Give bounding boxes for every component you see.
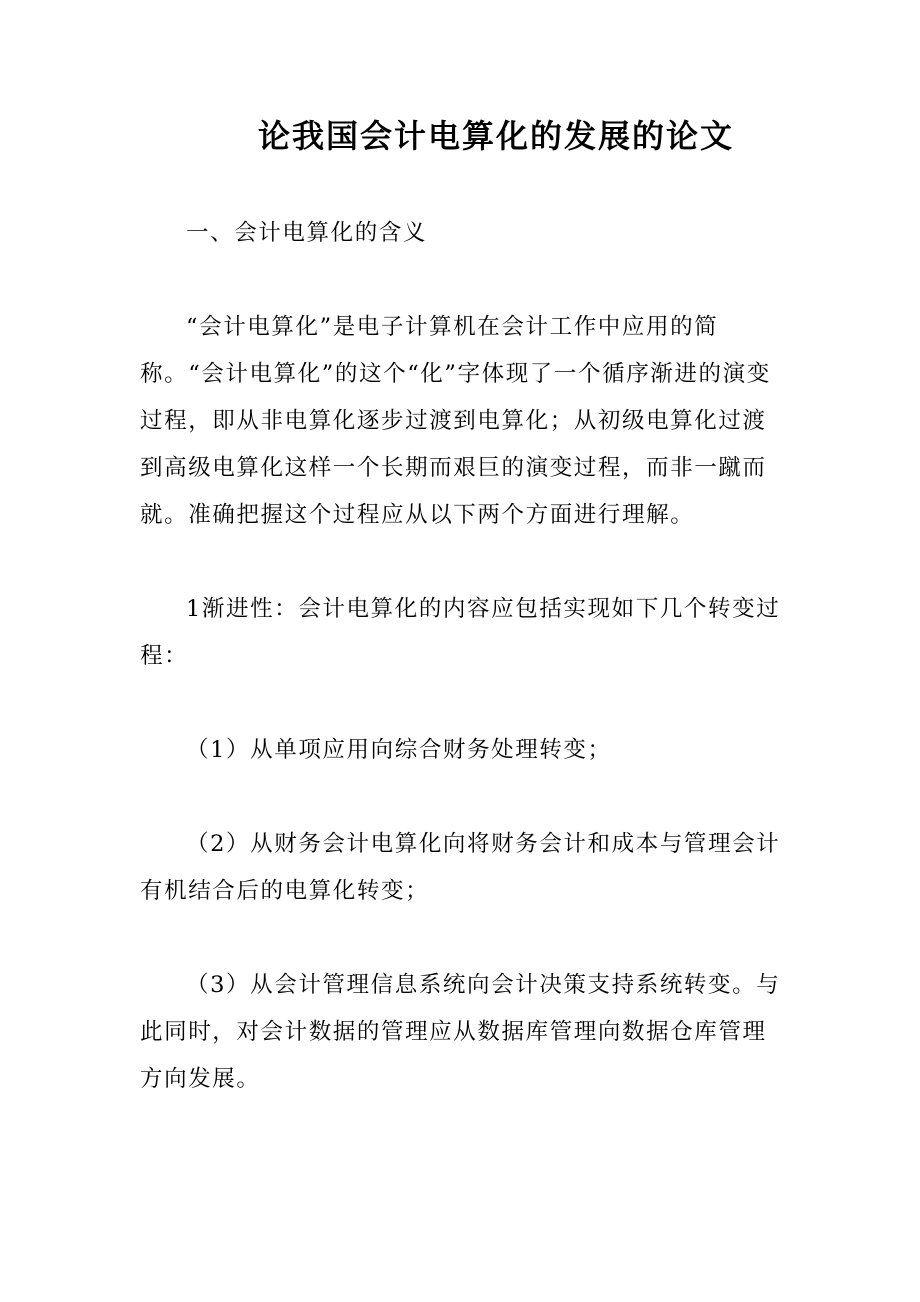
list-item-1: （1）从单项应用向综合财务处理转变； xyxy=(186,737,612,763)
paragraph-definition: “会计电算化”是电子计算机在会计工作中应用的简称。“会计电算化”的这个“化”字体现了一个循序渐进的演变过程，即从非电算化逐步过渡到电算化；从初级电算化过渡到高级电算化这样一个长期而艰巨的演变过程，而非一蹴而就。准确把握这个过程应从以下两个方面进行理解。 xyxy=(140,314,771,528)
list-item-3: （3）从会计管理信息系统向会计决策支持系统转变。与此同时，对会计数据的管理应从数据库管理向数据仓库管理方向发展。 xyxy=(140,972,781,1092)
document-title: 论我国会计电算化的发展的论文 xyxy=(257,117,734,155)
paragraph-gradual: 1渐进性：会计电算化的内容应包括实现如下几个转变过程： xyxy=(140,596,781,669)
section-heading: 一、会计电算化的含义 xyxy=(186,220,428,246)
document-body xyxy=(140,210,782,1103)
list-item-2: （2）从财务会计电算化向将财务会计和成本与管理会计有机结合后的电算化转变； xyxy=(140,831,781,904)
